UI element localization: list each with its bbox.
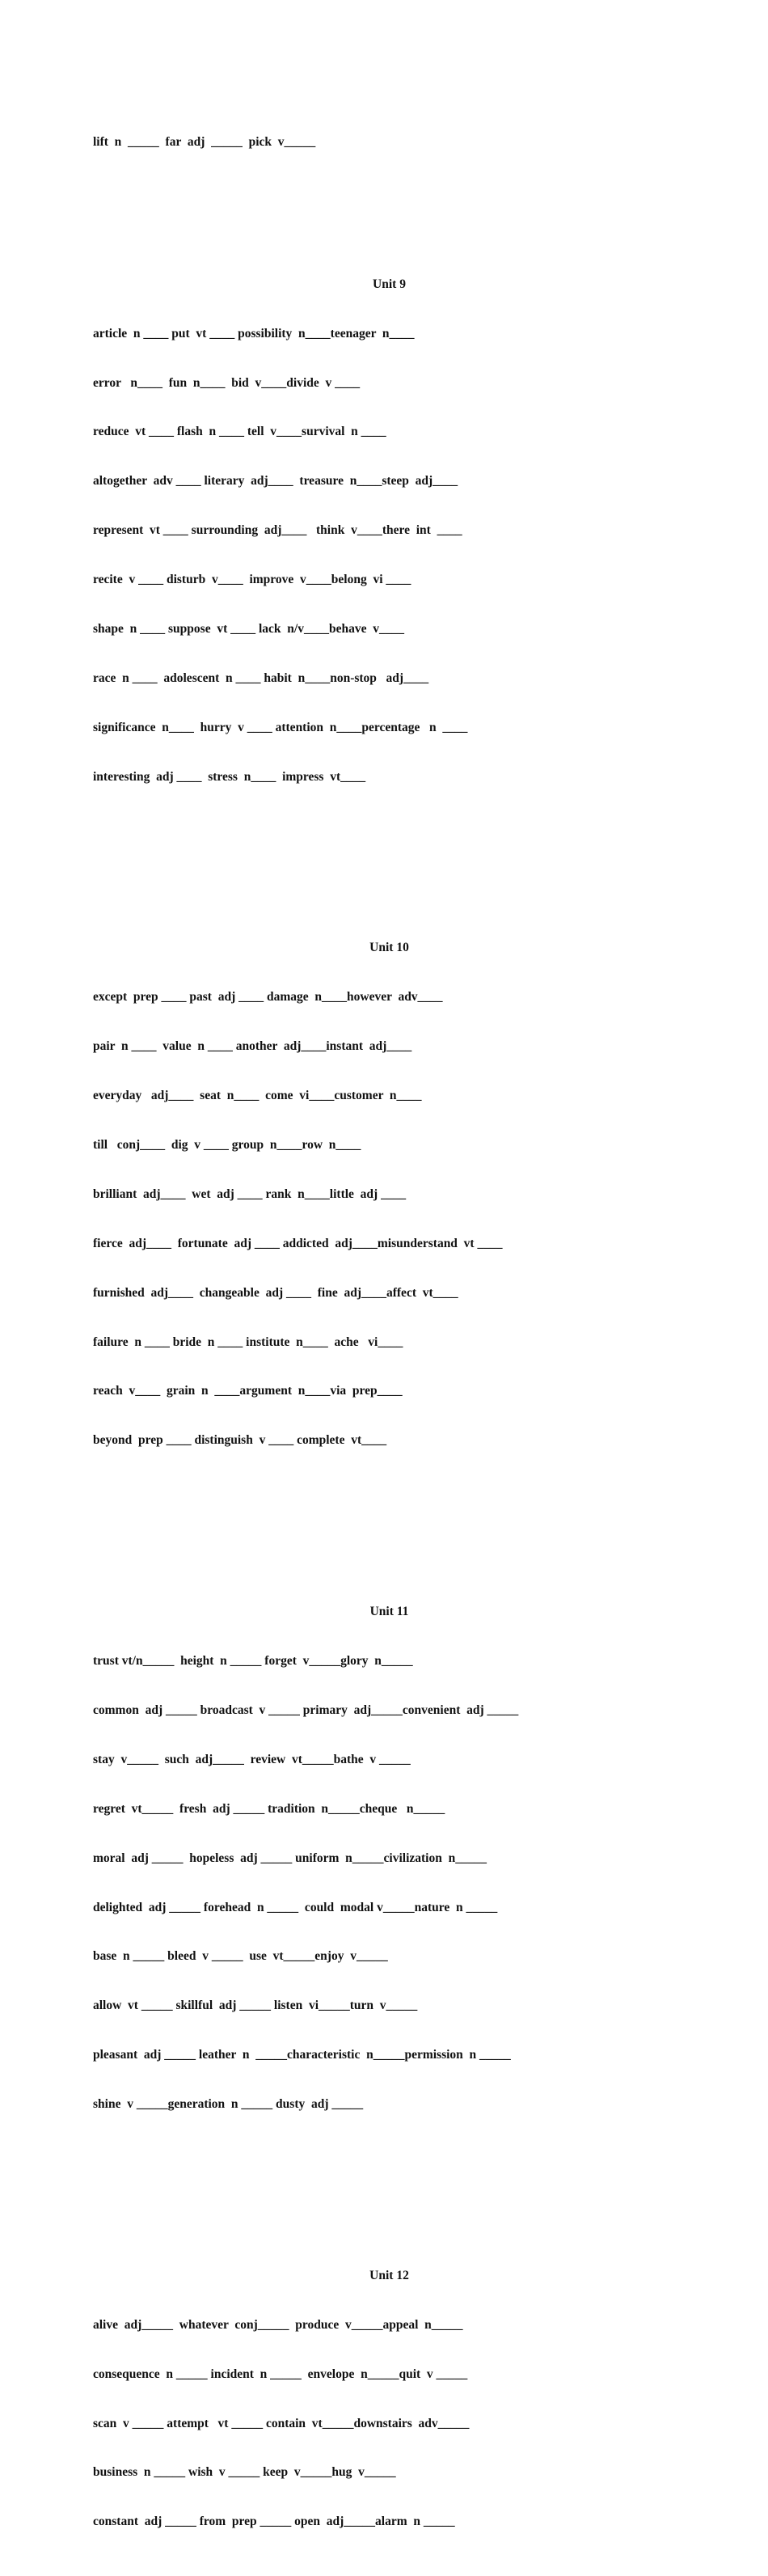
vocab-line: allow vt _____ skillful adj _____ listen vi_____turn v_____	[93, 1999, 418, 2013]
unit-10-section	[93, 909, 683, 1480]
vocab-line: article n ____ put vt ____ possibility n____teenager n____	[93, 326, 415, 341]
vocab-line: altogether adv ____ literary adj____ treasure n____steep adj____	[93, 474, 458, 489]
vocab-line: trust vt/n_____ height n _____ forget v_____glory n_____	[93, 1654, 413, 1669]
unit-9-section	[93, 246, 683, 817]
vocab-line: error n____ fun n____ bid v____divide v ____	[93, 375, 361, 390]
vocab-line: fierce adj____ fortunate adj ____ addicted adj____misunderstand vt ____	[93, 1236, 503, 1250]
vocab-line: significance n____ hurry v ____ attention n____percentage n ____	[93, 720, 468, 734]
vocab-line: recite v ____ disturb v____ improve v____belong vi ____	[93, 573, 411, 587]
vocab-line: shine v _____generation n _____ dusty adj _____	[93, 2097, 364, 2112]
vocab-line: interesting adj ____ stress n____ impress vt____	[93, 769, 366, 784]
unit-9-title: Unit 9	[373, 277, 406, 291]
vocab-line: race n ____ adolescent n ____ habit n____non-stop adj____	[93, 670, 429, 685]
vocab-line: reach v____ grain n ____argument n____via prep____	[93, 1384, 403, 1398]
unit-10-title: Unit 10	[369, 941, 409, 955]
vocab-line: failure n ____ bride n ____ institute n____ ache vi____	[93, 1335, 403, 1349]
unit-12-title: Unit 12	[369, 2268, 409, 2282]
vocab-line: constant adj _____ from prep _____ open adj_____alarm n _____	[93, 2515, 455, 2529]
vocab-line: regret vt_____ fresh adj _____ tradition n_____cheque n_____	[93, 1801, 445, 1816]
vocab-line: business n _____ wish v _____ keep v_____hug v_____	[93, 2465, 396, 2480]
vocab-line: till conj____ dig v ____ group n____row n____	[93, 1138, 361, 1153]
vocab-line: base n _____ bleed v _____ use vt_____enjoy v_____	[93, 1949, 388, 1964]
vocab-line: reduce vt ____ flash n ____ tell v____survival n ____	[93, 425, 386, 439]
vocab-line: pair n ____ value n ____ another adj____instant adj____	[93, 1039, 412, 1054]
vocab-line: common adj _____ broadcast v _____ primary adj_____convenient adj _____	[93, 1703, 519, 1717]
spacer	[93, 846, 683, 866]
spacer	[93, 2173, 683, 2193]
unit-11-section	[93, 1573, 683, 2144]
unit-12-section	[93, 2237, 683, 2561]
vocab-line: delighted adj _____ forehead n _____ could modal v_____nature n _____	[93, 1900, 498, 1914]
vocab-line: stay v_____ such adj_____ review vt_____bathe v _____	[93, 1752, 411, 1766]
vocab-line: beyond prep ____ distinguish v ____ complete vt____	[93, 1433, 387, 1448]
spacer	[93, 1509, 683, 1529]
vocab-line: except prep ____ past adj ____ damage n____however adv____	[93, 990, 443, 1005]
vocab-line: scan v _____ attempt vt _____ contain vt_____downstairs adv_____	[93, 2416, 470, 2430]
spacer	[93, 182, 683, 202]
vocab-line: consequence n _____ incident n _____ envelope n_____quit v _____	[93, 2367, 468, 2381]
vocab-line: furnished adj____ changeable adj ____ fine adj____affect vt____	[93, 1285, 458, 1300]
vocab-line: pleasant adj _____ leather n _____characteristic n_____permission n _____	[93, 2048, 511, 2062]
vocabulary-worksheet	[93, 104, 683, 2576]
vocab-line: alive adj_____ whatever conj_____ produce v_____appeal n_____	[93, 2317, 463, 2332]
intro-line: lift n _____ far adj _____ pick v_____	[93, 135, 316, 149]
vocab-line: represent vt ____ surrounding adj____ think v____there int ____	[93, 523, 462, 538]
vocab-line: everyday adj____ seat n____ come vi____customer n____	[93, 1089, 422, 1103]
unit-11-title: Unit 11	[369, 1605, 409, 1619]
vocab-line: shape n ____ suppose vt ____ lack n/v____behave v____	[93, 622, 404, 637]
vocab-line: moral adj _____ hopeless adj _____ uniform n_____civilization n_____	[93, 1851, 487, 1865]
vocab-line: brilliant adj____ wet adj ____ rank n____little adj ____	[93, 1186, 407, 1201]
